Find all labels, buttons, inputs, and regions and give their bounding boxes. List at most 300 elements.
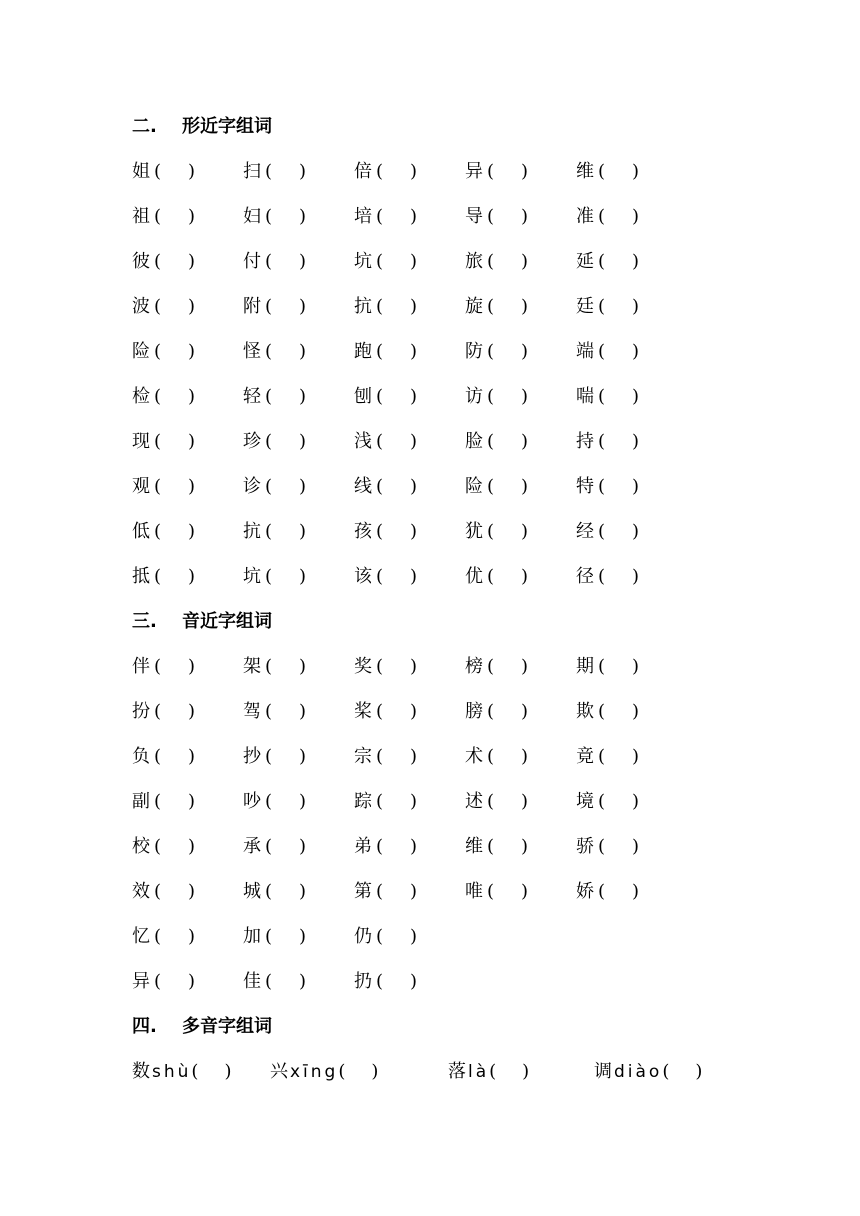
answer-blank[interactable] [376, 562, 416, 592]
paren-close: ) [188, 656, 196, 677]
answer-blank[interactable] [598, 157, 638, 187]
character: 奖 [354, 656, 372, 677]
word-cell [576, 697, 687, 727]
paren-open: ( [154, 701, 162, 722]
paren-close: ) [299, 341, 307, 362]
word-row [132, 472, 832, 517]
answer-blank[interactable] [598, 742, 638, 772]
polyphonic-item [270, 1057, 448, 1087]
character: 旅 [465, 251, 483, 272]
paren-close: ) [188, 701, 196, 722]
character: 彼 [132, 251, 150, 272]
paren-open: ( [598, 251, 606, 272]
character: 桨 [354, 701, 372, 722]
paren-open: ( [598, 836, 606, 857]
word-cell [243, 697, 354, 727]
answer-blank[interactable] [598, 202, 638, 232]
character: 坑 [354, 251, 372, 272]
answer-blank[interactable] [191, 1057, 231, 1087]
answer-blank[interactable] [598, 337, 638, 367]
paren-close: ) [632, 881, 640, 902]
answer-blank[interactable] [487, 652, 527, 682]
word-cell [354, 337, 465, 367]
word-cell [576, 517, 687, 547]
answer-blank[interactable] [487, 472, 527, 502]
paren-open: ( [265, 656, 273, 677]
paren-close: ) [410, 926, 418, 947]
word-cell [132, 292, 243, 322]
answer-blank[interactable] [487, 157, 527, 187]
paren-close: ) [632, 476, 640, 497]
paren-open: ( [265, 296, 273, 317]
character: 异 [132, 971, 150, 992]
paren-close: ) [632, 746, 640, 767]
paren-open: ( [487, 701, 495, 722]
paren-close: ) [521, 476, 529, 497]
answer-blank[interactable] [154, 787, 194, 817]
word-cell [465, 742, 576, 772]
pinyin: xīng [290, 1062, 339, 1082]
answer-blank[interactable] [487, 517, 527, 547]
word-cell [132, 922, 243, 952]
character: 险 [465, 476, 483, 497]
word-cell [132, 382, 243, 412]
word-cell [465, 292, 576, 322]
answer-blank[interactable] [154, 427, 194, 457]
section-number: 二. [132, 116, 157, 137]
paren-close: ) [224, 1061, 232, 1082]
answer-blank[interactable] [487, 697, 527, 727]
paren-close: ) [299, 251, 307, 272]
paren-close: ) [188, 566, 196, 587]
answer-blank[interactable] [154, 472, 194, 502]
answer-blank[interactable] [154, 652, 194, 682]
paren-close: ) [188, 341, 196, 362]
word-row [132, 787, 832, 832]
paren-close: ) [299, 746, 307, 767]
word-row [132, 202, 832, 247]
answer-blank[interactable] [487, 742, 527, 772]
answer-blank[interactable] [265, 787, 305, 817]
word-cell [132, 517, 243, 547]
answer-blank[interactable] [154, 832, 194, 862]
paren-close: ) [188, 476, 196, 497]
paren-open: ( [376, 971, 384, 992]
section-title: 多音字组词 [182, 1016, 272, 1037]
paren-close: ) [410, 701, 418, 722]
answer-blank[interactable] [598, 517, 638, 547]
word-cell [465, 427, 576, 457]
paren-close: ) [410, 386, 418, 407]
word-cell [243, 292, 354, 322]
answer-blank[interactable] [265, 157, 305, 187]
paren-close: ) [632, 161, 640, 182]
paren-open: ( [265, 431, 273, 452]
answer-blank[interactable] [376, 652, 416, 682]
paren-close: ) [371, 1061, 379, 1082]
paren-close: ) [632, 836, 640, 857]
paren-close: ) [410, 791, 418, 812]
character: 兴 [270, 1061, 288, 1082]
character: 低 [132, 521, 150, 542]
character: 延 [576, 251, 594, 272]
word-cell [354, 427, 465, 457]
character: 珍 [243, 431, 261, 452]
paren-close: ) [299, 431, 307, 452]
answer-blank[interactable] [598, 427, 638, 457]
character: 术 [465, 746, 483, 767]
answer-blank[interactable] [265, 832, 305, 862]
paren-open: ( [376, 881, 384, 902]
word-cell [243, 562, 354, 592]
character: 膀 [465, 701, 483, 722]
answer-blank[interactable] [154, 922, 194, 952]
answer-blank[interactable] [598, 697, 638, 727]
paren-open: ( [487, 206, 495, 227]
character: 期 [576, 656, 594, 677]
paren-close: ) [410, 476, 418, 497]
answer-blank[interactable] [154, 202, 194, 232]
character: 特 [576, 476, 594, 497]
paren-open: ( [598, 341, 606, 362]
answer-blank[interactable] [376, 382, 416, 412]
pinyin: là [468, 1062, 490, 1082]
word-cell [132, 202, 243, 232]
word-cell [243, 877, 354, 907]
answer-blank[interactable] [376, 472, 416, 502]
word-cell [132, 787, 243, 817]
answer-blank[interactable] [598, 652, 638, 682]
paren-close: ) [632, 296, 640, 317]
paren-close: ) [188, 431, 196, 452]
character: 线 [354, 476, 372, 497]
answer-blank[interactable] [154, 337, 194, 367]
answer-blank[interactable] [376, 337, 416, 367]
word-cell [354, 202, 465, 232]
paren-open: ( [376, 836, 384, 857]
answer-blank[interactable] [487, 562, 527, 592]
answer-blank[interactable] [487, 427, 527, 457]
word-cell [354, 742, 465, 772]
paren-open: ( [154, 521, 162, 542]
word-row [132, 877, 832, 922]
paren-open: ( [598, 296, 606, 317]
paren-open: ( [154, 206, 162, 227]
paren-close: ) [188, 836, 196, 857]
paren-close: ) [695, 1061, 703, 1082]
pinyin: shù [152, 1062, 192, 1082]
answer-blank[interactable] [265, 967, 305, 997]
paren-close: ) [632, 206, 640, 227]
paren-close: ) [632, 656, 640, 677]
character: 犹 [465, 521, 483, 542]
answer-blank[interactable] [265, 922, 305, 952]
paren-open: ( [154, 566, 162, 587]
word-cell [465, 472, 576, 502]
word-cell [132, 652, 243, 682]
answer-blank[interactable] [265, 247, 305, 277]
answer-blank[interactable] [338, 1057, 378, 1087]
answer-blank[interactable] [154, 157, 194, 187]
word-cell [354, 967, 465, 997]
answer-blank[interactable] [376, 202, 416, 232]
paren-open: ( [154, 476, 162, 497]
paren-open: ( [265, 746, 273, 767]
character: 现 [132, 431, 150, 452]
word-cell [243, 922, 354, 952]
answer-blank[interactable] [376, 877, 416, 907]
answer-blank[interactable] [487, 247, 527, 277]
paren-open: ( [338, 1061, 346, 1082]
answer-blank[interactable] [265, 292, 305, 322]
paren-close: ) [521, 206, 529, 227]
paren-close: ) [632, 701, 640, 722]
answer-blank[interactable] [154, 382, 194, 412]
word-cell [132, 967, 243, 997]
answer-blank[interactable] [265, 382, 305, 412]
character: 抄 [243, 746, 261, 767]
answer-blank[interactable] [265, 742, 305, 772]
paren-close: ) [521, 251, 529, 272]
word-cell [132, 247, 243, 277]
word-row [132, 652, 832, 697]
paren-close: ) [299, 836, 307, 857]
word-cell [576, 202, 687, 232]
paren-open: ( [598, 431, 606, 452]
paren-close: ) [299, 656, 307, 677]
paren-close: ) [632, 251, 640, 272]
paren-close: ) [188, 926, 196, 947]
paren-close: ) [521, 521, 529, 542]
answer-blank[interactable] [487, 292, 527, 322]
answer-blank[interactable] [598, 832, 638, 862]
answer-blank[interactable] [154, 742, 194, 772]
paren-open: ( [487, 566, 495, 587]
paren-close: ) [188, 206, 196, 227]
paren-open: ( [487, 251, 495, 272]
character: 旋 [465, 296, 483, 317]
paren-open: ( [598, 476, 606, 497]
paren-close: ) [299, 881, 307, 902]
answer-blank[interactable] [154, 967, 194, 997]
answer-blank[interactable] [487, 337, 527, 367]
word-cell [354, 562, 465, 592]
character: 异 [465, 161, 483, 182]
paren-open: ( [265, 521, 273, 542]
answer-blank[interactable] [154, 292, 194, 322]
paren-close: ) [410, 656, 418, 677]
character: 抗 [243, 521, 261, 542]
answer-blank[interactable] [265, 877, 305, 907]
paren-open: ( [154, 251, 162, 272]
paren-open: ( [376, 431, 384, 452]
paren-open: ( [598, 791, 606, 812]
word-row [132, 517, 832, 562]
answer-blank[interactable] [265, 427, 305, 457]
worksheet [132, 112, 832, 1102]
paren-close: ) [410, 206, 418, 227]
answer-blank[interactable] [487, 787, 527, 817]
answer-blank[interactable] [376, 787, 416, 817]
paren-open: ( [265, 566, 273, 587]
paren-open: ( [265, 836, 273, 857]
answer-blank[interactable] [376, 922, 416, 952]
answer-blank[interactable] [154, 562, 194, 592]
paren-close: ) [410, 566, 418, 587]
paren-close: ) [410, 836, 418, 857]
paren-close: ) [188, 881, 196, 902]
answer-blank[interactable] [265, 517, 305, 547]
answer-blank[interactable] [487, 832, 527, 862]
character: 扫 [243, 161, 261, 182]
answer-blank[interactable] [376, 697, 416, 727]
paren-close: ) [410, 296, 418, 317]
paren-open: ( [154, 836, 162, 857]
paren-close: ) [188, 251, 196, 272]
word-cell [354, 157, 465, 187]
answer-blank[interactable] [265, 202, 305, 232]
paren-open: ( [191, 1061, 199, 1082]
answer-blank[interactable] [376, 292, 416, 322]
paren-open: ( [154, 656, 162, 677]
character: 维 [576, 161, 594, 182]
character: 架 [243, 656, 261, 677]
paren-open: ( [487, 341, 495, 362]
character: 孩 [354, 521, 372, 542]
answer-blank[interactable] [265, 337, 305, 367]
word-cell [465, 337, 576, 367]
word-cell [354, 697, 465, 727]
paren-close: ) [299, 161, 307, 182]
answer-blank[interactable] [598, 247, 638, 277]
answer-blank[interactable] [154, 697, 194, 727]
word-cell [243, 787, 354, 817]
word-cell [576, 337, 687, 367]
paren-close: ) [632, 791, 640, 812]
answer-blank[interactable] [598, 877, 638, 907]
word-cell [354, 832, 465, 862]
character: 跑 [354, 341, 372, 362]
paren-open: ( [265, 971, 273, 992]
answer-blank[interactable] [376, 967, 416, 997]
paren-close: ) [410, 161, 418, 182]
word-cell [465, 157, 576, 187]
character: 吵 [243, 791, 261, 812]
answer-blank[interactable] [376, 247, 416, 277]
answer-blank[interactable] [376, 427, 416, 457]
polyphonic-item [132, 1057, 270, 1087]
word-cell [465, 877, 576, 907]
character: 准 [576, 206, 594, 227]
word-row [132, 967, 832, 1012]
word-cell [576, 742, 687, 772]
character: 述 [465, 791, 483, 812]
answer-blank[interactable] [662, 1057, 702, 1087]
answer-blank[interactable] [265, 652, 305, 682]
word-cell [354, 382, 465, 412]
word-cell [243, 472, 354, 502]
character: 导 [465, 206, 483, 227]
character: 境 [576, 791, 594, 812]
answer-blank[interactable] [265, 697, 305, 727]
answer-blank[interactable] [598, 292, 638, 322]
paren-open: ( [265, 206, 273, 227]
word-cell [354, 652, 465, 682]
answer-blank[interactable] [489, 1057, 529, 1087]
character: 浅 [354, 431, 372, 452]
character: 培 [354, 206, 372, 227]
section-number: 三. [132, 611, 157, 632]
word-cell [576, 472, 687, 502]
answer-blank[interactable] [265, 562, 305, 592]
character: 驾 [243, 701, 261, 722]
paren-open: ( [598, 656, 606, 677]
paren-open: ( [265, 161, 273, 182]
paren-open: ( [487, 656, 495, 677]
answer-blank[interactable] [376, 157, 416, 187]
answer-blank[interactable] [487, 202, 527, 232]
answer-blank[interactable] [598, 787, 638, 817]
paren-open: ( [265, 701, 273, 722]
character: 承 [243, 836, 261, 857]
paren-open: ( [265, 386, 273, 407]
answer-blank[interactable] [376, 742, 416, 772]
character: 观 [132, 476, 150, 497]
paren-close: ) [410, 341, 418, 362]
character: 刨 [354, 386, 372, 407]
word-row [132, 382, 832, 427]
character: 骄 [576, 836, 594, 857]
character: 加 [243, 926, 261, 947]
paren-open: ( [376, 521, 384, 542]
polyphonic-item [594, 1057, 734, 1087]
paren-open: ( [487, 746, 495, 767]
answer-blank[interactable] [154, 517, 194, 547]
answer-blank[interactable] [487, 382, 527, 412]
paren-open: ( [376, 746, 384, 767]
answer-blank[interactable] [598, 562, 638, 592]
word-cell [354, 877, 465, 907]
paren-close: ) [410, 431, 418, 452]
polyphonic-item [448, 1057, 594, 1087]
paren-open: ( [154, 791, 162, 812]
answer-blank[interactable] [154, 247, 194, 277]
paren-close: ) [521, 431, 529, 452]
paren-close: ) [410, 746, 418, 767]
word-cell [576, 247, 687, 277]
character: 祖 [132, 206, 150, 227]
answer-blank[interactable] [598, 472, 638, 502]
word-cell [243, 202, 354, 232]
answer-blank[interactable] [487, 877, 527, 907]
word-cell [465, 652, 576, 682]
character: 维 [465, 836, 483, 857]
paren-open: ( [376, 656, 384, 677]
character: 诊 [243, 476, 261, 497]
paren-open: ( [487, 521, 495, 542]
paren-close: ) [299, 206, 307, 227]
character: 该 [354, 566, 372, 587]
answer-blank[interactable] [154, 877, 194, 907]
answer-blank[interactable] [376, 832, 416, 862]
paren-close: ) [521, 566, 529, 587]
answer-blank[interactable] [598, 382, 638, 412]
character: 佳 [243, 971, 261, 992]
answer-blank[interactable] [376, 517, 416, 547]
paren-close: ) [521, 341, 529, 362]
paren-open: ( [376, 161, 384, 182]
answer-blank[interactable] [265, 472, 305, 502]
